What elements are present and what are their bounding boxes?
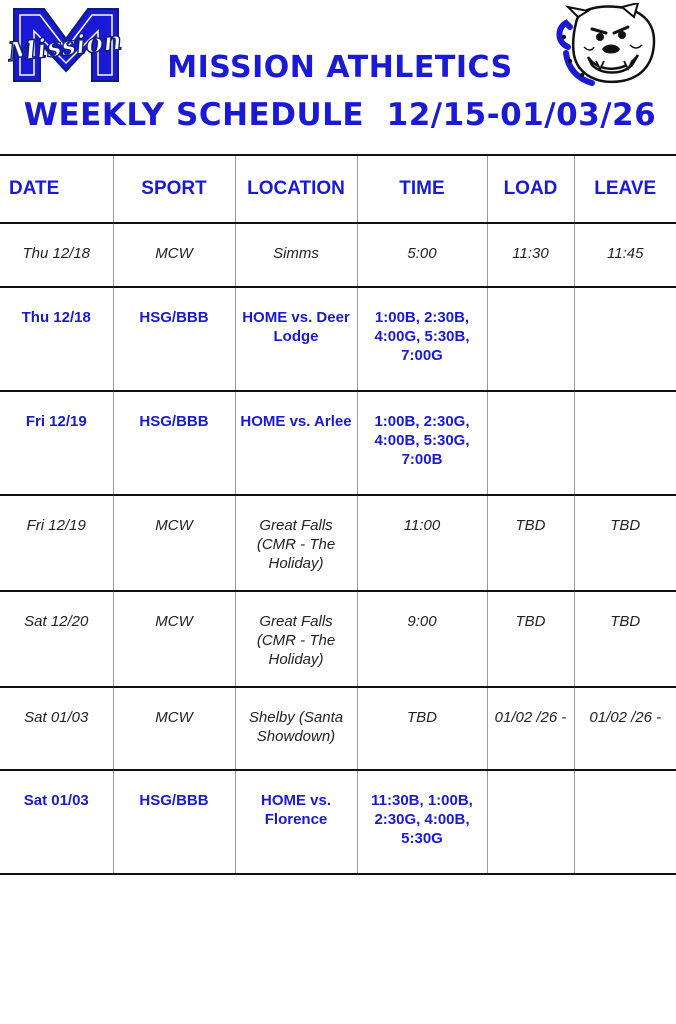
sport-cell: MCW: [113, 687, 235, 770]
location-cell: Great Falls (CMR - The Holiday): [235, 495, 357, 591]
time-cell: 1:00B, 2:30B, 4:00G, 5:30B, 7:00G: [357, 287, 487, 391]
column-header-load: LOAD: [487, 155, 574, 223]
column-header-location: LOCATION: [235, 155, 357, 223]
leave-cell: [574, 391, 676, 495]
load-cell: TBD: [487, 495, 574, 591]
leave-cell: 11:45: [574, 223, 676, 287]
table-row: [0, 287, 676, 391]
sport-cell: HSG/BBB: [113, 770, 235, 874]
location-cell: Simms: [235, 223, 357, 287]
date-cell: Sat 01/03: [0, 687, 113, 770]
svg-text:Mission: Mission: [8, 26, 124, 68]
leave-cell: [574, 287, 676, 391]
column-header-sport: SPORT: [113, 155, 235, 223]
date-cell: Fri 12/19: [0, 391, 113, 495]
column-header-date: DATE: [0, 155, 113, 223]
time-cell: 9:00: [357, 591, 487, 687]
sport-cell: HSG/BBB: [113, 287, 235, 391]
sport-cell: MCW: [113, 223, 235, 287]
time-cell: 11:00: [357, 495, 487, 591]
time-cell: TBD: [357, 687, 487, 770]
load-cell: 01/02 /26 -: [487, 687, 574, 770]
load-cell: 11:30: [487, 223, 574, 287]
column-header-time: TIME: [357, 155, 487, 223]
leave-cell: [574, 770, 676, 874]
table-row: [0, 687, 676, 770]
load-cell: [487, 391, 574, 495]
location-cell: HOME vs. Florence: [235, 770, 357, 874]
time-cell: 11:30B, 1:00B, 2:30G, 4:00B, 5:30G: [357, 770, 487, 874]
time-cell: 5:00: [357, 223, 487, 287]
date-cell: Thu 12/18: [0, 223, 113, 287]
load-cell: TBD: [487, 591, 574, 687]
load-cell: [487, 287, 574, 391]
location-cell: HOME vs. Deer Lodge: [235, 287, 357, 391]
date-cell: Sat 01/03: [0, 770, 113, 874]
table-row: [0, 495, 676, 591]
table-row: [0, 591, 676, 687]
sport-cell: MCW: [113, 495, 235, 591]
page-title: MISSION ATHLETICS: [167, 50, 513, 85]
leave-cell: 01/02 /26 -: [574, 687, 676, 770]
time-cell: 1:00B, 2:30G, 4:00B, 5:30G, 7:00B: [357, 391, 487, 495]
location-cell: Shelby (Santa Showdown): [235, 687, 357, 770]
leave-cell: TBD: [574, 495, 676, 591]
leave-cell: TBD: [574, 591, 676, 687]
column-header-leave: LEAVE: [574, 155, 676, 223]
date-cell: Sat 12/20: [0, 591, 113, 687]
schedule-subtitle: WEEKLY SCHEDULE 12/15-01/03/26: [23, 97, 657, 133]
sport-cell: MCW: [113, 591, 235, 687]
location-cell: HOME vs. Arlee: [235, 391, 357, 495]
load-cell: [487, 770, 574, 874]
table-row: [0, 770, 676, 874]
date-cell: Thu 12/18: [0, 287, 113, 391]
header-row: [0, 155, 676, 223]
date-cell: Fri 12/19: [0, 495, 113, 591]
sport-cell: HSG/BBB: [113, 391, 235, 495]
table-row: [0, 223, 676, 287]
location-cell: Great Falls (CMR - The Holiday): [235, 591, 357, 687]
schedule-table: [0, 154, 676, 875]
table-row: [0, 391, 676, 495]
